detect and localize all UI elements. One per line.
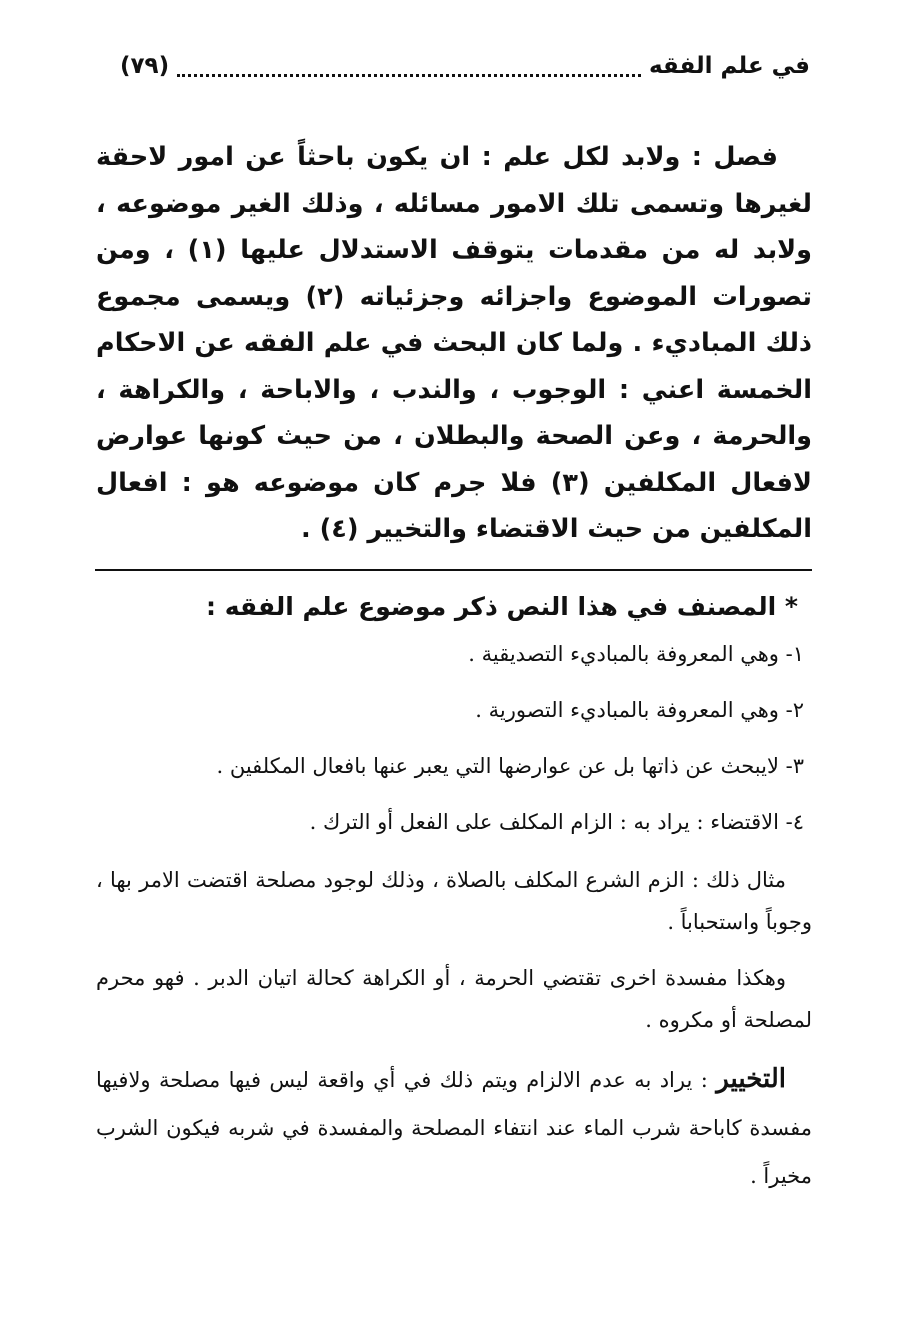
footnote-example: مثال ذلك : الزم الشرع المكلف بالصلاة ، وذلك لوجود مصلحة اقتضت الامر بها ، وجوباً واستحباباً .	[96, 868, 812, 934]
footnote-item: ٣- لايبحث عن ذاتها بل عن عوارضها التي يعبر عنها بافعال المكلفين .	[216, 754, 804, 778]
footnote-item: ٤- الاقتضاء : يراد به : الزام المكلف على الفعل أو الترك .	[309, 810, 804, 834]
footnote-heading: * المصنف في هذا النص ذكر موضوع علم الفقه :	[206, 592, 798, 621]
header-book-title: في علم الفقه	[648, 53, 810, 79]
footnote-item: ٢- وهي المعروفة بالمباديء التصورية .	[475, 698, 804, 722]
header-dot-leader	[177, 56, 641, 77]
footnote-also: وهكذا مفسدة اخرى تقتضي الحرمة ، أو الكراهة كحالة اتيان الدبر . فهو محرم لمصلحة أو مكروه .	[96, 966, 812, 1032]
footnote-item: ١- وهي المعروفة بالمباديء التصديقية .	[468, 642, 804, 666]
footnote-takhyir	[96, 1055, 812, 1200]
footnote-divider	[95, 569, 812, 571]
main-text	[96, 134, 812, 553]
page-number: (٧٩)	[120, 53, 170, 79]
main-paragraph: فصل : ولابد لكل علم : ان يكون باحثاً عن امور لاحقة لغيرها وتسمى تلك الامور مسائله ، وذلك الغير موضوعه ، ولابد له من مقدمات يتوقف الاستدلال عليها (١) ، ومن تصورات الموضوع واجزائه وجزئياته (٢) ويسمى مجموع ذلك المباديء . ولما كان البحث في علم الفقه عن الاحكام الخمسة اعني : الوجوب ، والندب ، والاباحة ، والكراهة ، والحرمة ، وعن الصحة والبطلان ، من حيث كونها عوارض لافعال المكلفين (٣) فلا جرم كان موضوعه هو : افعال المكلفين من حيث الاقتضاء والتخيير (٤) .	[96, 142, 812, 544]
running-header	[120, 46, 810, 86]
takhyir-term: التخيير	[716, 1064, 786, 1094]
footnotes	[96, 585, 812, 1214]
takhyir-definition: : يراد به عدم الالزام ويتم ذلك في أي واقعة ليس فيها مصلحة ولافيها مفسدة كاباحة شرب الماء عند انتفاء المصلحة والمفسدة في شربه فيكون الشرب مخيراً .	[96, 1068, 812, 1188]
